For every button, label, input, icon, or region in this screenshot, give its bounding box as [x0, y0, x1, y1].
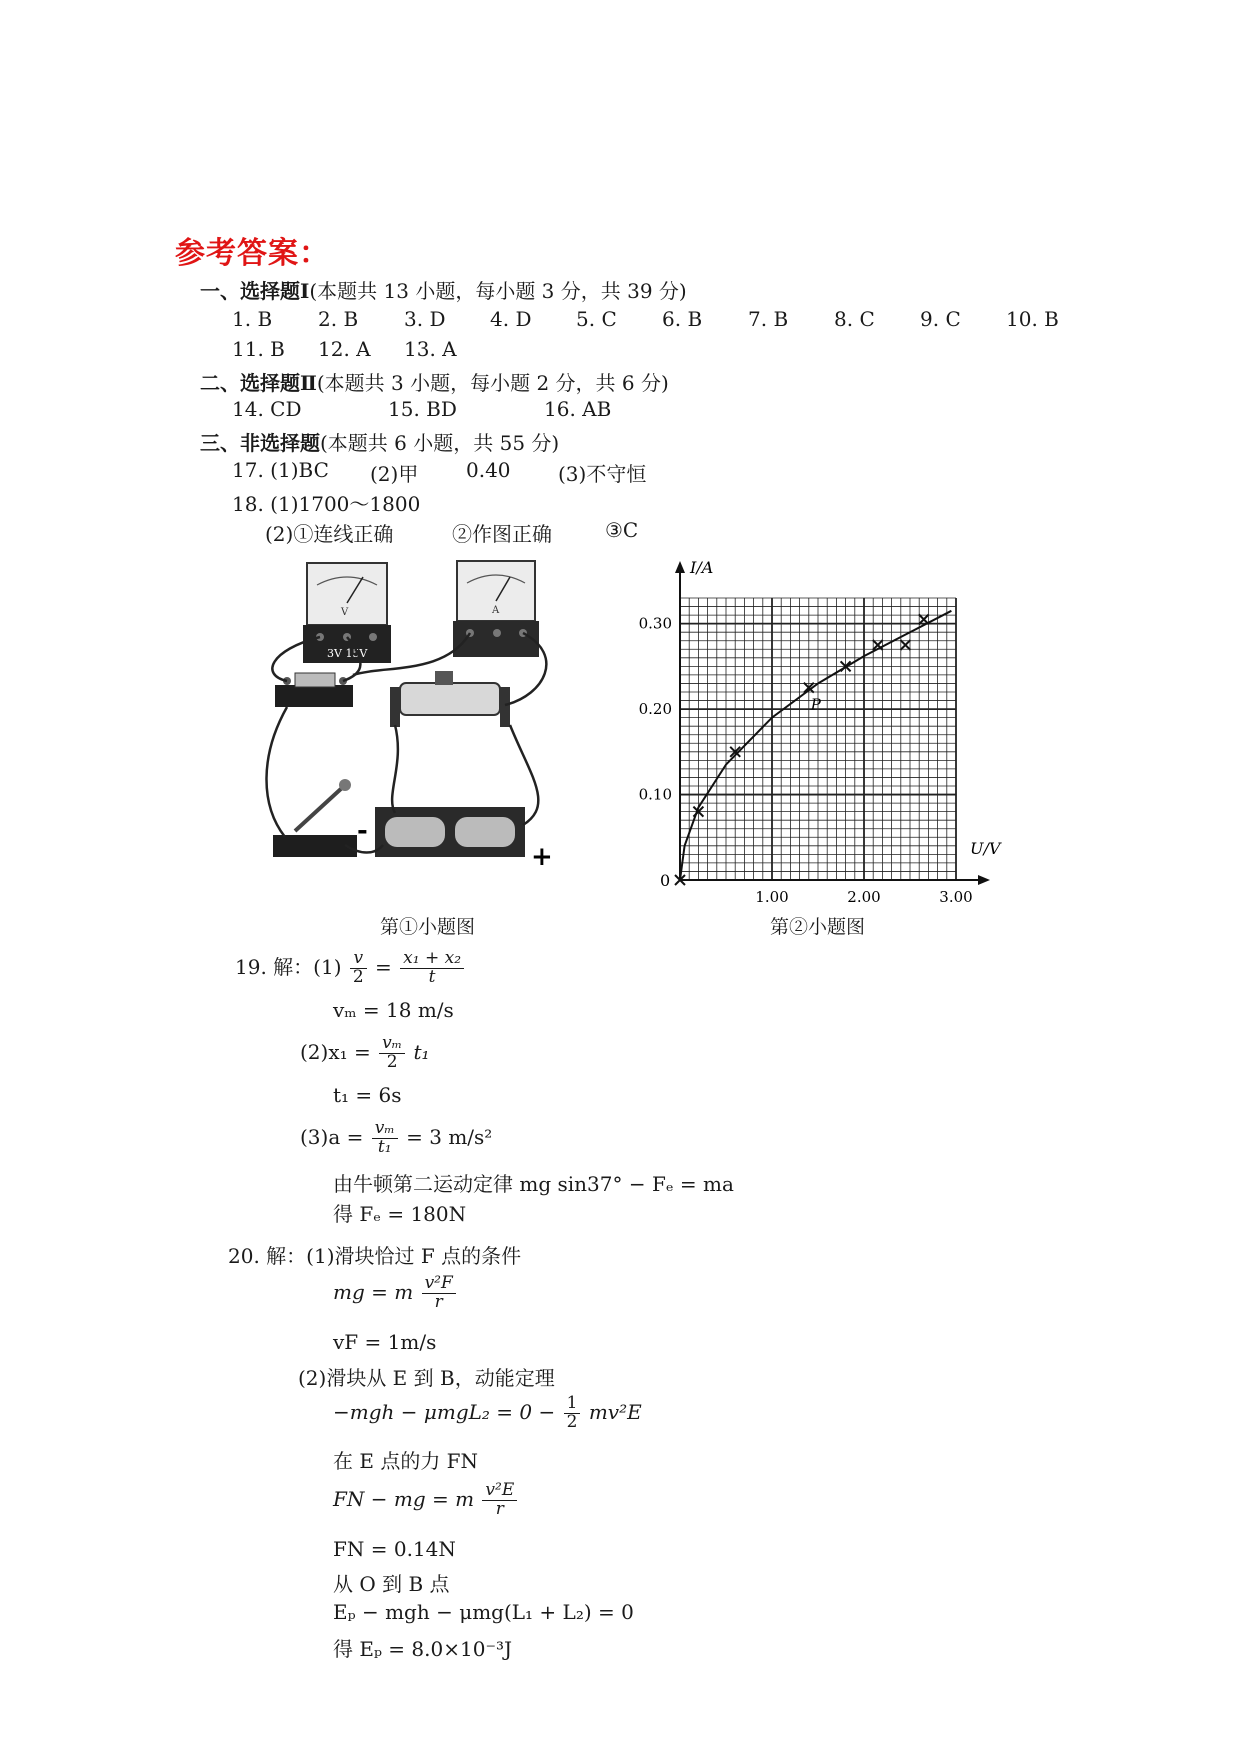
answer-6: 6. B [662, 307, 703, 331]
q20-line6: 在 E 点的力 FN [333, 1449, 479, 1473]
switch [273, 779, 357, 857]
q20-l5-pre: −mgh − μmgL₂ = 0 − [333, 1399, 556, 1424]
figure2-caption: 第②小题图 [770, 916, 866, 938]
answer-5: 5. C [576, 307, 617, 331]
section3-title: 三、非选择题 [200, 431, 320, 455]
q20-l2-den: r [434, 1291, 443, 1312]
q18-part2: (2)①连线正确 [265, 522, 394, 546]
battery-positive-label: + [531, 842, 553, 872]
resistor [275, 673, 353, 707]
section1-title: 一、选择题Ⅰ [200, 279, 310, 303]
q19-frac1-num: v [350, 950, 367, 969]
q20-line3: vF = 1m/s [333, 1330, 437, 1354]
x-tick-label: 3.00 [939, 888, 973, 906]
section1-note: (本题共 13 小题，每小题 3 分，共 39 分) [309, 279, 687, 303]
x-tick-label: 1.00 [755, 888, 789, 906]
answer-14: 14. CD [232, 397, 302, 421]
q18-part2-answer: ③C [605, 518, 639, 542]
q19-l5-den: t₁ [377, 1136, 392, 1157]
page-title: 参考答案： [175, 236, 330, 271]
point-p-label: P [810, 695, 821, 714]
q19-line6: 由牛顿第二运动定律 mg sin37° − Fₑ = ma [333, 1172, 734, 1196]
q20-line8: FN = 0.14N [333, 1537, 456, 1561]
origin-label: 0 [660, 871, 671, 890]
y-tick-label: 0.20 [638, 700, 672, 719]
q20-l5-den: 2 [566, 1411, 578, 1432]
q19-l3-den: 2 [386, 1051, 398, 1072]
q19-frac2-den: t [428, 966, 436, 987]
answer-15: 15. BD [388, 397, 457, 421]
y-axis-label: I/A [690, 558, 714, 577]
q19-line7: 得 Fₑ = 180N [333, 1202, 467, 1226]
iu-chart [620, 555, 1005, 910]
q18-part2-graph: ②作图正确 [452, 522, 552, 546]
battery-negative-label: - [357, 816, 368, 846]
section3-note: (本题共 6 小题，共 55 分) [320, 431, 560, 455]
q19-line3 [300, 1035, 430, 1072]
q19-fraction-x-over-t [400, 950, 464, 987]
ammeter [453, 561, 539, 657]
q17-part3: (3)不守恒 [558, 462, 647, 486]
q20-l5-post: mv²E [588, 1399, 642, 1424]
q20-l7-pre: FN − mg = m [333, 1486, 475, 1511]
q20-l2-fraction [422, 1275, 456, 1312]
q19-l5-pre: (3)a = [300, 1124, 364, 1149]
y-tick-label: 0.30 [638, 614, 672, 633]
y-tick-label: 0.10 [638, 785, 672, 804]
circuit-figure [265, 555, 610, 900]
answer-16: 16. AB [544, 397, 612, 421]
figure1-caption: 第①小题图 [380, 916, 476, 938]
q17-part2-value: 0.40 [466, 458, 511, 482]
q20-intro: 20. 解：(1)滑块恰过 F 点的条件 [228, 1244, 522, 1268]
q20-l2-num: v²F [422, 1275, 456, 1294]
q20-line2 [333, 1275, 458, 1312]
q19-l5-num: vₘ [372, 1120, 398, 1139]
answer-7: 7. B [748, 307, 789, 331]
q19-l5-post: = 3 m/s² [406, 1124, 493, 1149]
answer-10: 10. B [1006, 307, 1059, 331]
answer-9: 9. C [920, 307, 961, 331]
q19-frac1-den: 2 [352, 966, 364, 987]
q20-l5-num: 1 [564, 1395, 581, 1414]
answer-11: 11. B [232, 337, 285, 361]
answer-8: 8. C [834, 307, 875, 331]
x-axis-arrow [978, 875, 990, 885]
answer-2: 2. B [318, 307, 359, 331]
section2-note: (本题共 3 小题，每小题 2 分，共 6 分) [316, 371, 669, 395]
x-axis-label: U/V [970, 839, 1001, 858]
section2-heading [200, 367, 669, 396]
fit-curve [680, 611, 951, 880]
q19-l3-num: vₘ [379, 1035, 405, 1054]
q19-line5 [300, 1120, 492, 1157]
rheostat [390, 671, 510, 727]
q20-line7 [333, 1482, 519, 1519]
voltmeter-scale: V [341, 607, 349, 618]
q18-part1: 18. (1)1700～1800 [232, 492, 421, 516]
answer-13: 13. A [404, 337, 457, 361]
answer-3: 3. D [404, 307, 446, 331]
q19-intro: 19. 解：(1) [235, 954, 342, 979]
q20-line10: Eₚ − mgh − μmg(L₁ + L₂) = 0 [333, 1600, 634, 1624]
section2-title: 二、选择题Ⅱ [200, 371, 317, 395]
q20-line11: 得 Eₚ = 8.0×10⁻³J [333, 1637, 513, 1661]
voltmeter [303, 563, 391, 663]
voltmeter-terminals: 3V 15V [327, 647, 368, 660]
q20-l7-num: v²E [482, 1482, 517, 1501]
section1-heading [200, 275, 687, 304]
q19-l3-post: t₁ [413, 1039, 430, 1064]
q20-line4: (2)滑块从 E 到 B，动能定理 [298, 1366, 555, 1390]
q19-fraction-vm-half [350, 950, 367, 987]
q17-part1: 17. (1)BC [232, 458, 329, 482]
answer-4: 4. D [490, 307, 532, 331]
q19-frac2-num: x₁ + x₂ [400, 950, 464, 969]
q20-line5 [333, 1395, 642, 1432]
q20-l7-fraction [482, 1482, 517, 1519]
q19-line2: vₘ = 18 m/s [333, 998, 454, 1022]
q20-l5-fraction [564, 1395, 581, 1432]
q20-l2-pre: mg = m [333, 1279, 414, 1304]
q17-part2: (2)甲 [370, 462, 419, 486]
ammeter-scale: A [492, 605, 500, 616]
q19-l3-fraction [379, 1035, 405, 1072]
q19-line1: 19. 解：(1) $\frac{v}{2}$ = $\frac{\text{x₁ + x₂}}{t}$ [235, 950, 466, 987]
q19-line4: t₁ = 6s [333, 1083, 402, 1107]
q19-l3-pre: (2)x₁ = [300, 1039, 371, 1064]
q20-l7-den: r [495, 1498, 504, 1519]
q19-l5-fraction [372, 1120, 398, 1157]
answer-12: 12. A [318, 337, 371, 361]
section3-heading [200, 427, 559, 456]
data-point [900, 640, 910, 650]
answer-1: 1. B [232, 307, 273, 331]
y-axis-arrow [675, 561, 685, 573]
q20-line9: 从 O 到 B 点 [333, 1572, 450, 1596]
battery [357, 807, 553, 872]
x-tick-label: 2.00 [847, 888, 881, 906]
